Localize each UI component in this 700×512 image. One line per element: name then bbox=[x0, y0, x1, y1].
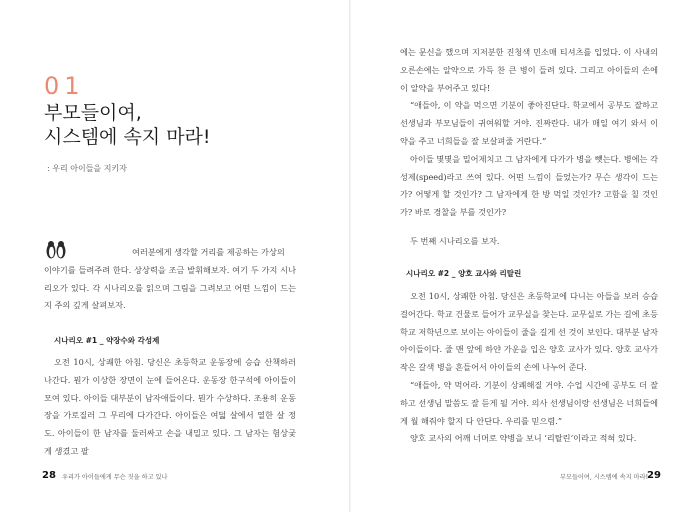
intro-first-line: 여러분에게 생각할 거리를 제공하는 가상의 bbox=[132, 247, 285, 257]
section-2-paragraph-2: “애들아, 약 먹어라. 기분이 상쾌해질 거야. 수업 시간에 공부도 더 잘하고 선생님 말씀도 잘 듣게 될 거야. 의사 선생님이랑 선생님은 너희들에게 월 해줘야 할지 다 안단다. 우리를 믿으렴.” bbox=[400, 379, 658, 426]
chapter-title-line-2: 시스템에 속지 마라! bbox=[44, 126, 211, 148]
paragraph-3: 아이들 몇몇을 밀어제치고 그 남자에게 다가가 병을 뺏는다. 병에는 각성제(speed)라고 쓰여 있다. 어떤 느낌이 들었는가? 무슨 생각이 드는가? 어떻게 할 것인가? 그 남자에게 한 방 먹일 것인가? 고함을 칠 것인가? 바로 경찰을 부를 것인가? bbox=[400, 153, 658, 218]
page-number-left: 28 bbox=[42, 470, 56, 481]
section-2-heading: 시나리오 #2 _ 양호 교사와 리탈린 bbox=[406, 269, 522, 278]
section-2-paragraph-1: 오전 10시, 상쾌한 아침. 당신은 초등학교에 다니는 아들을 보러 승습 걸어간다. 학교 건물로 들어가 교무실을 찾는다. 교무실로 가는 길에 초등학교 저학년으로 보이는 아이들이 줄을 길게 선 것이 보인다. 대부분 남자아이들이다. 줄 맨 앞에 하얀 가운을 입은 양호 교사가 있다. 양호 교사가 작은 갈색 병을 흔들어서 아이들의 손에 나누어 준다. bbox=[400, 291, 658, 373]
chapter-number: 01 bbox=[44, 72, 85, 100]
chapter-title-line-1: 부모들이여, bbox=[44, 102, 142, 124]
page-number-right: 29 bbox=[647, 470, 661, 481]
paragraph-1: 에는 문신을 했으며 지저분한 진청색 민소매 티셔츠를 입었다. 이 사내의 오른손에는 알약으로 가득 찬 큰 병이 들려 있다. 그리고 아이들의 손에 이 알약을 부어주고 있다! bbox=[400, 47, 658, 93]
section-2-paragraph-3: 양호 교사의 어깨 너머로 약병을 보니 ‘리탈린’이라고 적혀 있다. bbox=[410, 433, 637, 444]
intro-rest: 이야기를 들려주려 한다. 상상력을 조금 발휘해보자. 여기 두 가지 시나리오가 있다. 각 시나리오를 읽으며 그림을 그려보고 어떤 느낌이 드는지 주의 깊게 살펴보자. bbox=[44, 264, 296, 311]
chapter-title bbox=[44, 101, 211, 149]
chapter-subtitle: : 우리 아이들을 지키자 bbox=[47, 164, 127, 173]
section-2-body bbox=[400, 288, 658, 448]
paragraph-4: 두 번째 시나리오를 보자. bbox=[410, 236, 500, 246]
running-footer-left: 우리가 아이들에게 무슨 짓을 하고 있나 bbox=[62, 474, 168, 481]
section-1-heading: 시나리오 #1 _ 약장수와 각성제 bbox=[54, 336, 160, 345]
section-1-body bbox=[44, 354, 296, 461]
paragraph-2: “애들아, 이 약을 먹으면 기분이 좋아진단다. 학교에서 공부도 잘하고 선생님과 부모님들이 귀여워할 거야. 진짜란다. 내가 매일 여기 와서 이 약을 주고 너희들을 잘 보살펴줄 거란다.” bbox=[400, 100, 658, 146]
running-footer-right: 부모들이여, 시스템에 속지 마라! bbox=[560, 474, 649, 481]
section-1-paragraph: 오전 10시, 상쾌한 아침. 당신은 초등학교 운동장에 승습 산책하러 나간다. 뭔가 이상한 장면이 눈에 들어온다. 운동장 한구석에 아이들이 모여 있다. 아이들 대부분이 남자애들이다. 뭔가 수상하다. 조용히 운동장을 가로질러 그 무리에 다가간다. 아이들은 여덟 살에서 열한 살 정도. 아이들이 한 남자를 둘러싸고 손을 내밀고 있다. 그 남자는 험상궂게 생겼고 팔 bbox=[44, 357, 296, 456]
right-page bbox=[350, 0, 700, 512]
right-page-text-top bbox=[400, 44, 658, 222]
intro-paragraph bbox=[44, 244, 296, 315]
